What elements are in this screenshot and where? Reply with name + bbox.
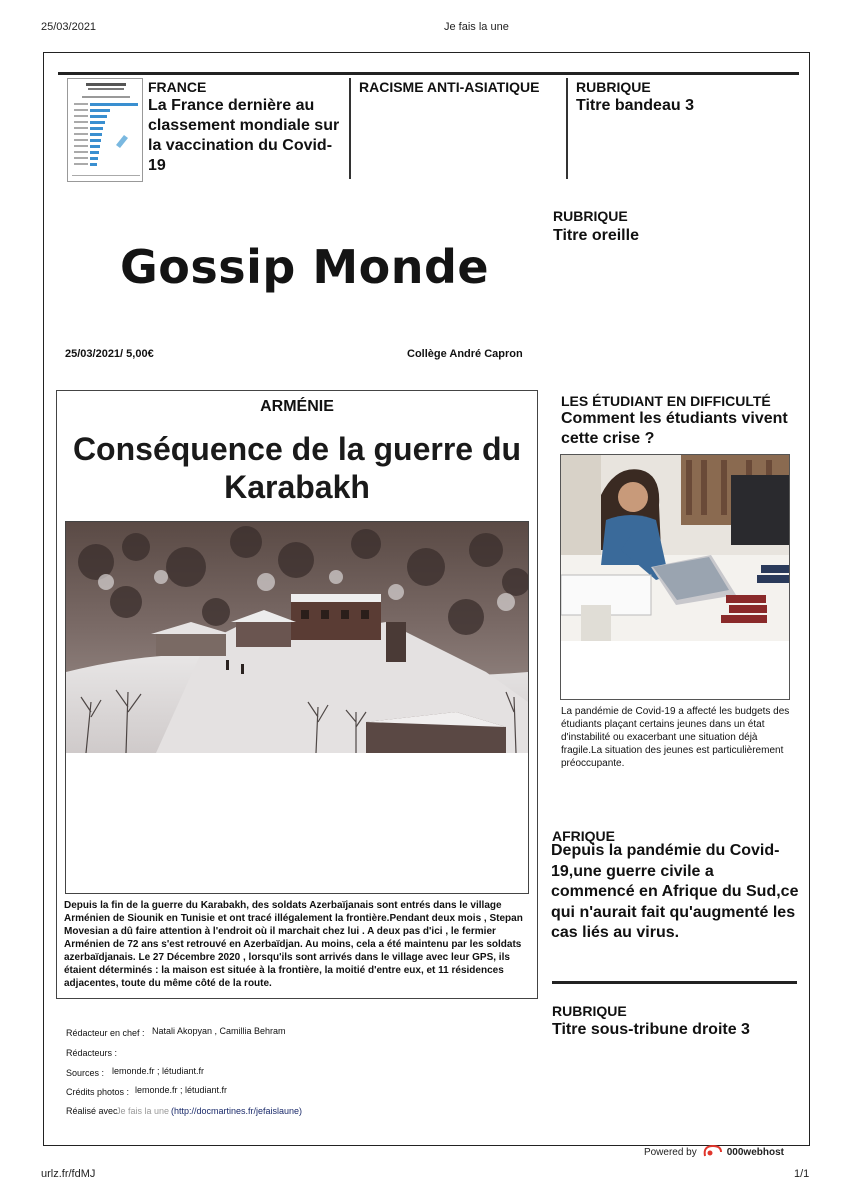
powered-by [644, 1144, 784, 1161]
side-article-1-caption: La pandémie de Covid-19 a affecté les budgets des étudiants plaçant certains jeunes dans un état d'instabilité ou exacerbant une situation déjà fragile.La situation des jeunes est particulièrement préoccupante. [561, 706, 790, 769]
side-article-2-rubric: AFRIQUE [552, 828, 615, 844]
bandeau-separator [349, 78, 351, 179]
main-article-body: Depuis la fin de la guerre du Karabakh, des soldats Azerbaïjanais sont entrés dans le village Arménien de Siounik en Tunisie et ont tracé illégalement la frontière.Pendant deux mois , Stepan Movesian a dû faire attention à l'endroit où il marchait chez lui . A deux pas d'ici , le fermier Arménien de 72 ans s'est retrouvé en Azerbaïdjan. Au moins, cela a été maintenu par les soldats azerbaïdjanais. Le 27 Décembre 2020 , lorsqu'ils sont arrivés dans le village avec leur GPS, ils étaient déterminés : la maison est située à la frontière, la moitié d'entre eux, et 11 résidences adjacentes, toute du même côté de la route. [64, 900, 523, 989]
bandeau-1-rubric: FRANCE [148, 79, 207, 95]
oreille-title: Titre oreille [553, 227, 639, 244]
issue-date-price: 25/03/2021/ 5,00€ [65, 348, 154, 360]
credit-chief-label: Rédacteur en chef : [66, 1028, 145, 1038]
credit-sources-label: Sources : [66, 1068, 105, 1078]
student-laptop-photo [561, 455, 789, 641]
credit-made-app: Je fais la une [116, 1106, 170, 1116]
main-article-rubric: ARMÉNIE [260, 398, 334, 415]
credit-chief-value: Natali Akopyan , Camillia Behram [152, 1026, 286, 1036]
side-article-2-title: Depuis la pandémie du Covid-19,une guerre civile a commencé en Afrique du Sud,ce qui n'aurait fait qu'augmenté les cas liés au virus. [551, 842, 799, 941]
bandeau-3-rubric: RUBRIQUE [576, 79, 651, 95]
school-name: Collège André Capron [407, 348, 523, 360]
credit-made-label: Réalisé avec [66, 1106, 118, 1116]
side-article-3-title: Titre sous-tribune droite 3 [552, 1021, 750, 1038]
right-column-rule [552, 981, 797, 984]
print-title: Je fais la une [444, 21, 509, 33]
bandeau-separator [566, 78, 568, 179]
oreille-rubric: RUBRIQUE [553, 208, 628, 224]
bandeau-2-rubric: RACISME ANTI-ASIATIQUE [359, 79, 540, 95]
credit-made-link[interactable]: (http://docmartines.fr/jefaislaune) [171, 1106, 303, 1116]
top-rule [58, 72, 799, 75]
powered-brand: 000webhost [726, 1147, 784, 1158]
side-article-3-rubric: RUBRIQUE [552, 1003, 627, 1019]
credit-writers-label: Rédacteurs : [66, 1048, 118, 1058]
snowy-village-photo [66, 522, 528, 753]
print-url: urlz.fr/fdMJ [41, 1168, 96, 1180]
vaccination-chart-thumbnail [67, 78, 143, 182]
webhost-logo-icon [701, 1144, 723, 1161]
print-page-number: 1/1 [794, 1168, 810, 1180]
bandeau-3-title: Titre bandeau 3 [576, 97, 694, 114]
print-date: 25/03/2021 [41, 21, 97, 33]
credit-photos-label: Crédits photos : [66, 1087, 130, 1097]
side-article-1-rubric: LES ÉTUDIANT EN DIFFICULTÉ [561, 393, 771, 409]
credit-sources-value: lemonde.fr ; létudiant.fr [112, 1066, 205, 1076]
bandeau-1-title: La France dernière au classement mondiale sur la vaccination du Covid-19 [148, 97, 340, 174]
side-article-1-title: Comment les étudiants vivent cette crise ? [561, 410, 788, 447]
powered-label: Powered by [643, 1147, 697, 1158]
main-article-title: Conséquence de la guerre du Karabakh [72, 431, 522, 505]
credit-photos-value: lemonde.fr ; létudiant.fr [135, 1085, 228, 1095]
masthead-title: Gossip Monde [120, 240, 490, 294]
